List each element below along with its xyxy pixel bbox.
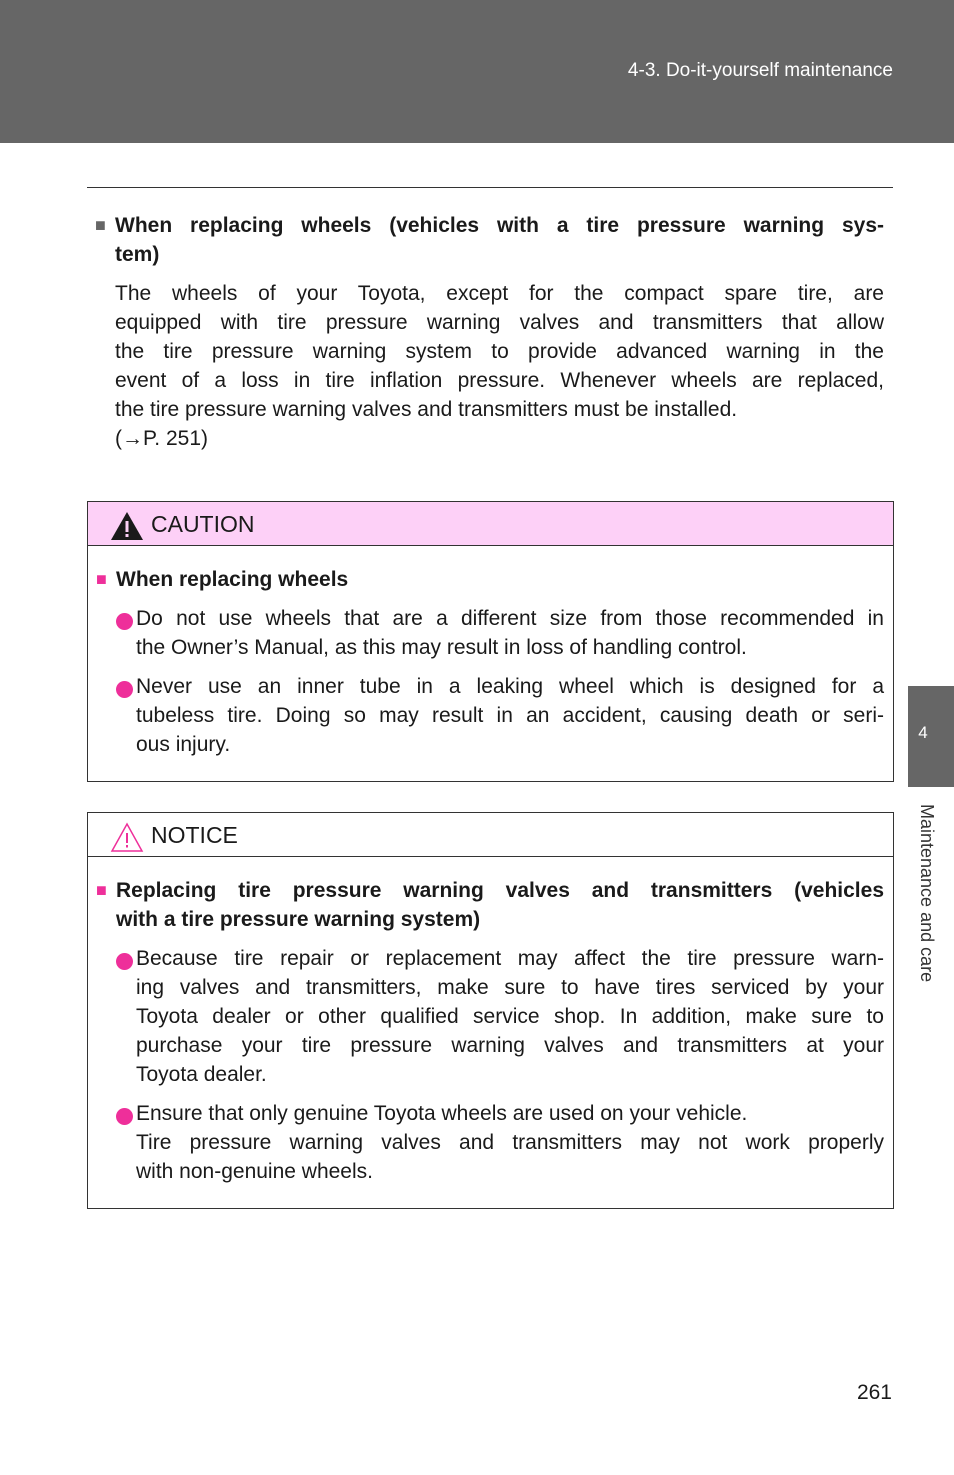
page-number: 261 bbox=[856, 1381, 892, 1404]
caution-bullet-line: tubeless tire. Doing so may result in an accident, causing death or seri- bbox=[136, 704, 884, 727]
notice-header bbox=[88, 813, 893, 857]
page-header bbox=[0, 0, 954, 143]
warning-triangle-filled-icon bbox=[109, 510, 145, 542]
circle-bullet-icon bbox=[116, 953, 133, 970]
notice-heading-line: Replacing tire pressure warning valves and transmitters (vehicles bbox=[116, 879, 884, 902]
notice-bullet-line: Because tire repair or replacement may affect the tire pressure warn- bbox=[136, 947, 884, 970]
notice-bullet-line: Tire pressure warning valves and transmitters may not work properly bbox=[136, 1131, 884, 1154]
caution-bullet-line: ous injury. bbox=[136, 733, 231, 756]
caution-bullet bbox=[96, 672, 884, 759]
square-bullet-icon: ■ bbox=[96, 880, 107, 900]
caution-bullet bbox=[96, 604, 884, 662]
notice-bullet-line: purchase your tire pressure warning valves and transmitters at your bbox=[136, 1034, 884, 1057]
warning-triangle-outline-icon bbox=[109, 821, 145, 853]
intro-body-line: the tire pressure warning system to provide advanced warning in the bbox=[115, 340, 884, 363]
intro-body-line: the tire pressure warning valves and transmitters must be installed. bbox=[115, 398, 738, 421]
notice-heading bbox=[96, 876, 884, 934]
intro-heading bbox=[95, 211, 884, 269]
caution-header bbox=[88, 502, 893, 546]
caution-body bbox=[88, 546, 893, 779]
caution-bullet-line: Never use an inner tube in a leaking wheel which is designed for a bbox=[136, 675, 884, 698]
chapter-title: Maintenance and care bbox=[917, 804, 937, 983]
intro-body-line: event of a loss in tire inflation pressure. Whenever wheels are replaced, bbox=[115, 369, 884, 392]
notice-bullet bbox=[96, 1099, 884, 1186]
circle-bullet-icon bbox=[116, 681, 133, 698]
notice-box bbox=[87, 812, 894, 1209]
intro-body-line: The wheels of your Toyota, except for the compact spare tire, are bbox=[115, 282, 884, 305]
intro-body bbox=[95, 279, 884, 453]
page-reference-link[interactable]: (→P. 251) bbox=[115, 427, 208, 450]
notice-bullet-line: Ensure that only genuine Toyota wheels are used on your vehicle. bbox=[136, 1102, 748, 1125]
caution-box bbox=[87, 501, 894, 782]
notice-bullet-line: Toyota dealer. bbox=[136, 1063, 267, 1086]
notice-label: NOTICE bbox=[151, 822, 238, 848]
notice-heading-line: with a tire pressure warning system) bbox=[116, 908, 481, 931]
notice-bullet-line: with non-genuine wheels. bbox=[136, 1160, 373, 1183]
square-bullet-icon: ■ bbox=[96, 569, 107, 589]
notice-bullet-line: ing valves and transmitters, make sure to have tires serviced by your bbox=[136, 976, 884, 999]
chapter-tab[interactable] bbox=[908, 686, 954, 787]
top-divider bbox=[87, 187, 893, 188]
caution-heading bbox=[96, 565, 884, 594]
intro-heading-line: When replacing wheels (vehicles with a tire pressure warning sys- bbox=[115, 214, 884, 237]
circle-bullet-icon bbox=[116, 1108, 133, 1125]
intro-body-line: equipped with tire pressure warning valves and transmitters that allow bbox=[115, 311, 884, 334]
intro-section bbox=[95, 211, 884, 453]
square-bullet-icon: ■ bbox=[95, 215, 106, 235]
caution-label: CAUTION bbox=[151, 511, 255, 537]
section-title: 4-3. Do-it-yourself maintenance bbox=[627, 60, 893, 81]
notice-bullet-line: Toyota dealer or other qualified service shop. In addition, make sure to bbox=[136, 1005, 884, 1028]
intro-heading-line: tem) bbox=[115, 243, 160, 266]
chapter-number: 4 bbox=[918, 723, 928, 742]
caution-heading-text: When replacing wheels bbox=[116, 568, 349, 591]
caution-bullet-line: Do not use wheels that are a different size from those recommended in bbox=[136, 607, 884, 630]
notice-bullet bbox=[96, 944, 884, 1089]
notice-body bbox=[88, 857, 893, 1206]
caution-bullet-line: the Owner’s Manual, as this may result in loss of handling control. bbox=[136, 636, 747, 659]
circle-bullet-icon bbox=[116, 613, 133, 630]
